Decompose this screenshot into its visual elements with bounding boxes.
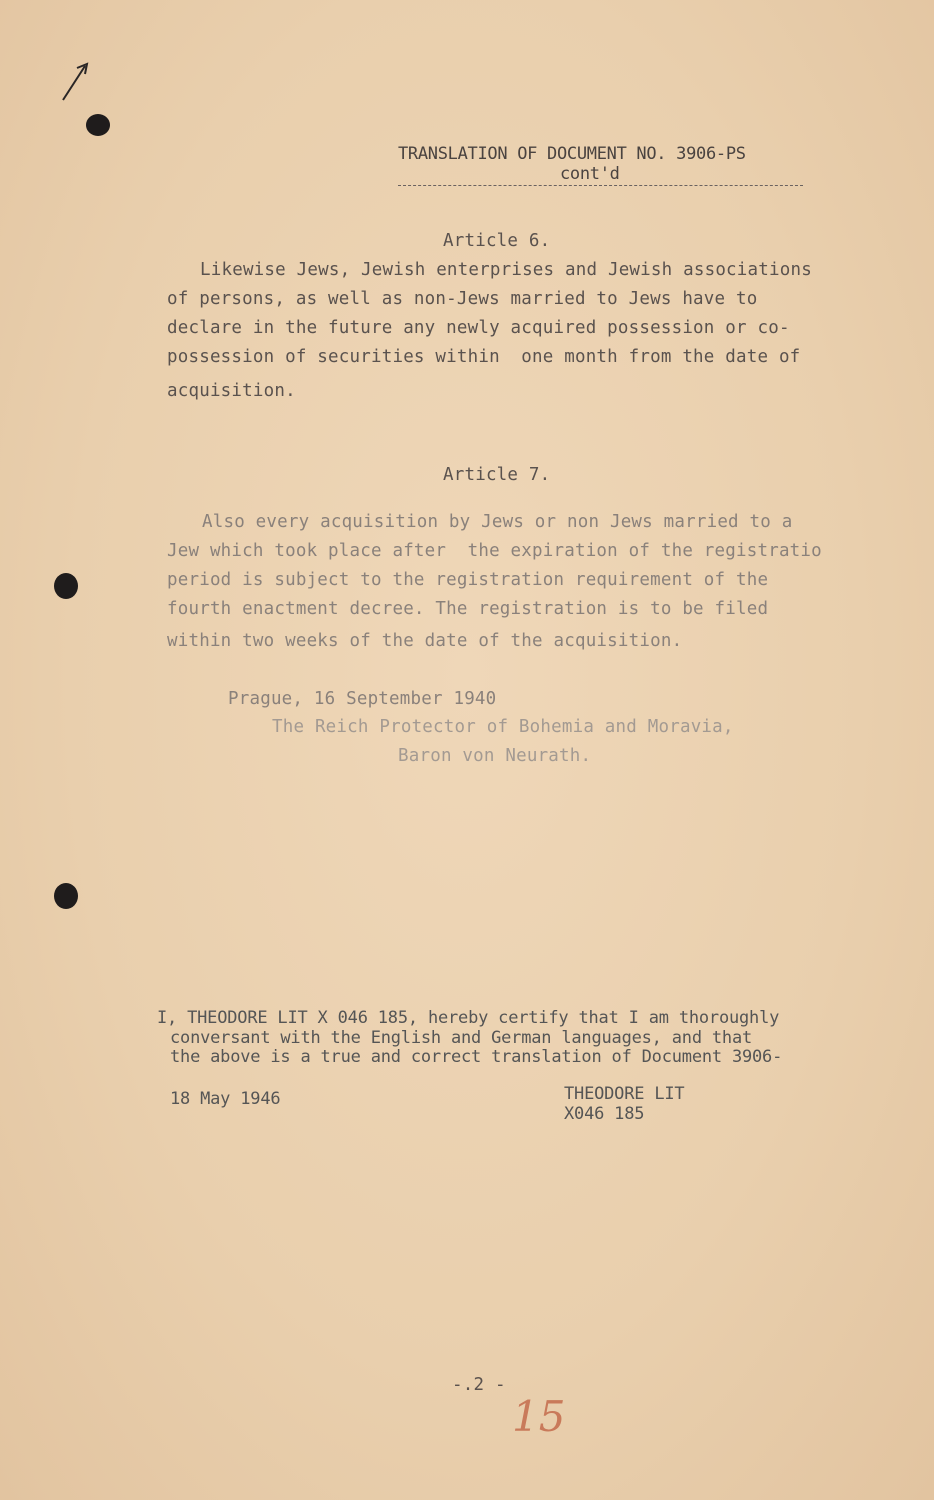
pencil-mark-icon [55, 60, 95, 105]
signature-office: The Reich Protector of Bohemia and Moravia, [272, 717, 734, 737]
article-7-heading: Article 7. [443, 465, 551, 485]
page-number: -.2 - [452, 1375, 506, 1395]
translator-name: THEODORE LIT [564, 1084, 685, 1104]
punch-hole-top [86, 114, 110, 136]
signature-name: Baron von Neurath. [398, 746, 592, 766]
document-subtitle: cont'd [560, 164, 620, 184]
article-6-line: possession of securities within one month from the date of [167, 347, 801, 367]
punch-hole-lower [54, 883, 78, 909]
certification-line: the above is a true and correct translation of Document 3906- [170, 1047, 783, 1067]
article-6-heading: Article 6. [443, 231, 551, 251]
article-6-line: of persons, as well as non-Jews married to Jews have to [167, 289, 758, 309]
article-6-line: declare in the future any newly acquired possession or co- [167, 318, 790, 338]
punch-hole-middle [54, 573, 78, 599]
document-title: TRANSLATION OF DOCUMENT NO. 3906-PS [398, 144, 746, 164]
article-6-line: acquisition. [167, 381, 296, 401]
article-7-line: Also every acquisition by Jews or non Jews married to a [202, 512, 793, 532]
translator-id: X046 185 [564, 1104, 645, 1124]
header-underline [398, 185, 803, 186]
article-6-line: Likewise Jews, Jewish enterprises and Jewish associations [200, 260, 812, 280]
signature-place-date: Prague, 16 September 1940 [228, 689, 497, 709]
certification-line: conversant with the English and German languages, and that [170, 1028, 753, 1048]
article-7-line: within two weeks of the date of the acquisition. [167, 631, 683, 651]
certification-date: 18 May 1946 [170, 1089, 281, 1109]
article-7-line: Jew which took place after the expiration of the registratio [167, 541, 822, 561]
handwritten-page-number: 15 [512, 1392, 566, 1441]
article-7-line: fourth enactment decree. The registration is to be filed [167, 599, 769, 619]
certification-line: I, THEODORE LIT X 046 185, hereby certify that I am thoroughly [157, 1008, 780, 1028]
article-7-line: period is subject to the registration requirement of the [167, 570, 769, 590]
